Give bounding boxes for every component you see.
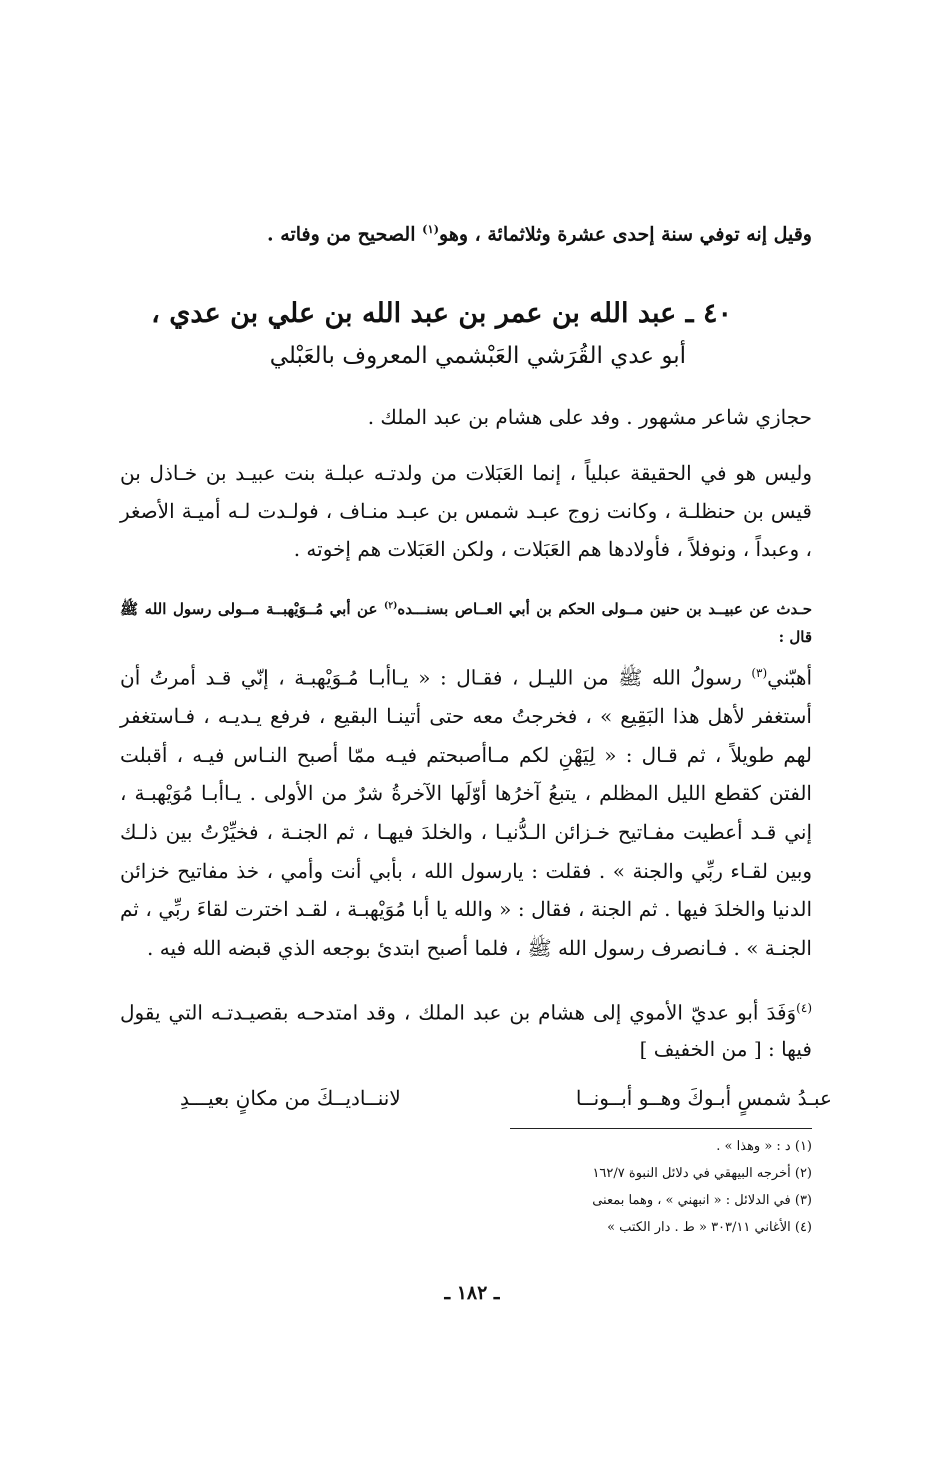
footnotes (420, 1133, 812, 1241)
intro-text: وقيل إنه توفي سنة إحدى عشرة وثلاثمائة ، وهو (439, 223, 812, 246)
entry-subtitle: أبو عدي القُرَشي العَبْشمي المعروف بالعَبْلي (269, 343, 686, 369)
footnote-separator (510, 1128, 812, 1129)
paragraph (120, 990, 812, 1067)
footnote: (١) د : « وهذا » . (716, 1139, 812, 1154)
entry-title: ٤٠ ـ عبد الله بن عمر بن عبد الله بن علي بن عدي ، (151, 298, 732, 329)
paragraph: حجازي شاعر مشهور . وفد على هشام بن عبد الملك . (367, 405, 812, 429)
hadith-body: رسولُ الله ﷺ من الليـل ، فقـال : « يـاأبـا مُـوَيْهبـة ، إنّي قـد أمرتُ أن أستغفر لأهل هذا البَقِيع » ، فخرجتُ معه حتى أتينـا البقيع ، فرفع يـديـه ، فـاستغفر لهم طويلاً ، ثم قـال : « لِيَهْنِ لكم مـاأصبحتم فيـه ممّا أصبح النـاس فيـه ، أقبلت الفتن كقطع الليل المظلم ، يتبعُ آخرُها أوّلَها الآخرةُ شرٌ من الأولى . يـاأبـا مُوَيْهبـة ، إني قـد أعطيت مفـاتيح خـزائن الـدُّنيـا ، والخلدَ فيهـا ، ثم الجنـة ، فخيِّرْتُ بين ذلـك وبين لقـاء ربِّي والجنة » . فقلت : يارسول الله ، بأبي أنت وأمي ، خذ مفاتيح خزائن الدنيا والخلدَ فيها . ثم الجنة ، فقال : « والله يا أبا مُوَيْهبـة ، لقـد اخترت لقاءَ ربِّي ، ثم الجنـة » . فـانصرف رسول الله ﷺ ، فلما أصبح ابتدئ بوجعه الذي قبضه الله فيه . (120, 665, 812, 960)
footnote-ref: (٤) (796, 1001, 812, 1015)
footnote: (٤) الأغاني ٣٠٣/١١ « ط . دار الكتب » (607, 1220, 812, 1235)
intro-line (120, 212, 812, 251)
hadith-chain (120, 592, 812, 651)
chain-text: حـدث عن عبيــد بن حنين مــولى الحكم بن أبي العــاص بسنـــده (397, 600, 812, 618)
intro-text-end: الصحيح من وفاته . (267, 223, 423, 246)
footnote: (٢) أخرجه البيهقي في دلائل النبوة ١٦٢/٧ (592, 1166, 812, 1181)
hadith-start: أهبّني (767, 665, 812, 690)
verse-hemistich-1: عبـدُ شمسٍ أبـوكَ وهــو أبــونــا (575, 1086, 832, 1110)
paragraph: وليس هو في الحقيقة عبلياً ، إنما العَبَلات من ولدتـه عبلـة بنت عبيـد بن خـاذل بن قيس بن حنظلـة ، وكانت زوج عبـد شمس بن عبـد منـاف ، فولـدت لـه أميـة الأصغر ، وعبداً ، ونوفلاً ، فأولادها هم العَبَلات ، ولكن العَبَلات هم إخوته . (120, 461, 812, 561)
hadith-text (120, 654, 812, 967)
verse-hemistich-2: لاننــاديــكَ من مكانٍ بعيـــدِ (180, 1086, 401, 1110)
footnote-ref: (٢) (383, 601, 398, 611)
footnote: (٣) في الدلائل : « انبهني » ، وهما بمعنى (592, 1193, 812, 1208)
paragraph-text: وَفَدَ أبو عديّ الأموي إلى هشام بن عبد الملك ، وقد امتدحـه بقصيـدتـه التي يقول فيها : [ من الخفيف ] (120, 1000, 812, 1061)
footnote-ref: (٣) (751, 666, 768, 680)
poem-verse (180, 1086, 832, 1126)
page-number: ـ ١٨٢ ـ (444, 1282, 500, 1304)
chain-text-end: عن أبي مُــوَيْهبــة مــولى رسول الله ﷺ قال : (120, 600, 812, 646)
footnote-ref: (١) (422, 222, 439, 236)
